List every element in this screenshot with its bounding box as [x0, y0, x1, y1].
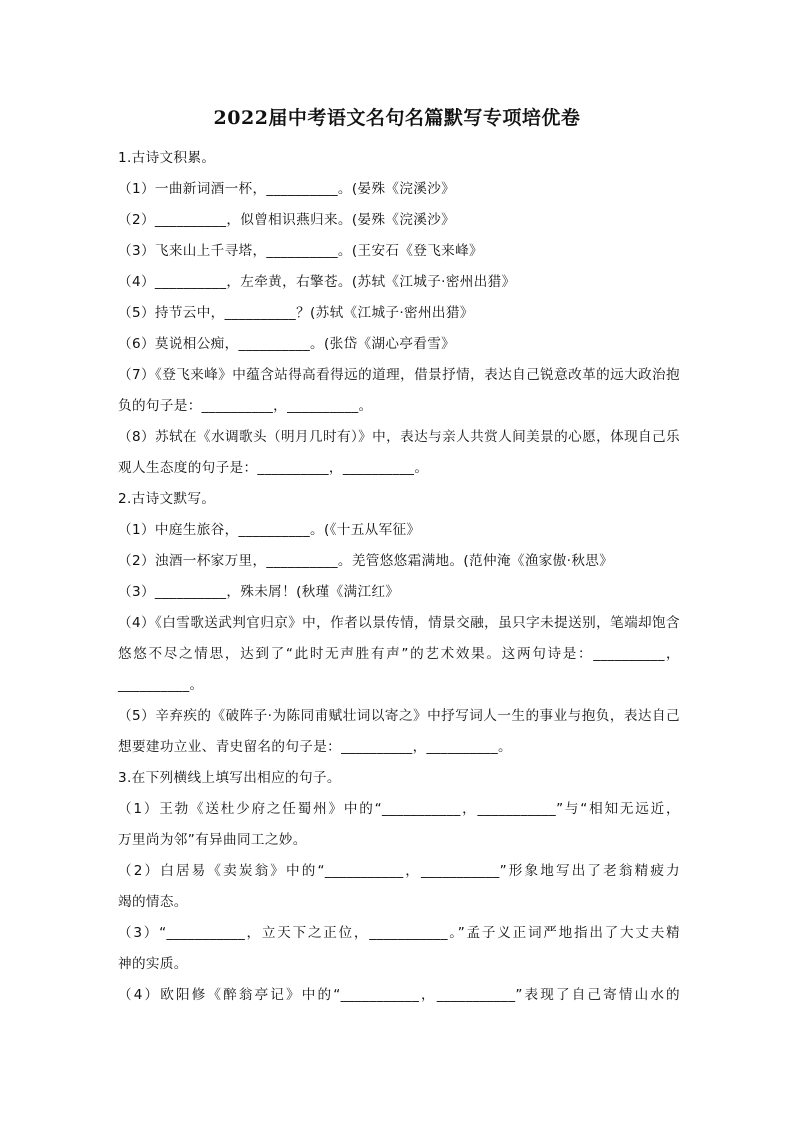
question-line: （3）__________，殊未屑！(秋瑾《满江红》 — [118, 584, 400, 600]
question-line: （8）苏轼在《水调歌头（明月几时有）》中，表达与亲人共赏人间美景的心愿，体现自己乐 — [118, 429, 680, 445]
section-heading: 3.在下列横线上填写出相应的句子。 — [118, 770, 341, 786]
question-line: 竭的情态。 — [118, 894, 188, 910]
question-line: __________。 — [118, 677, 204, 693]
question-line: （5）辛弃疾的《破阵子·为陈同甫赋壮词以寄之》中抒写词人一生的事业与抱负，表达自己 — [118, 708, 680, 724]
question-line: （3）“___________，立天下之正位，___________。”孟子义正词严地指出了大丈夫精 — [118, 925, 680, 941]
question-line: 悠悠不尽之情思，达到了“此时无声胜有声”的艺术效果。这两句诗是：__________， — [118, 646, 680, 662]
question-line: 观人生态度的句子是：__________，__________。 — [118, 460, 429, 476]
section-heading: 1.古诗文积累。 — [118, 150, 216, 166]
question-line: （1）中庭生旅谷，__________。(《十五从军征》 — [118, 522, 421, 538]
question-line: （1）王勃《送杜少府之任蜀州》中的“___________，___________”与“相知无远近， — [118, 801, 680, 817]
question-line: （7）《登飞来峰》中蕴含站得高看得远的道理，借景抒情，表达自己锐意改革的远大政治抱 — [118, 367, 680, 383]
question-line: 负的句子是：__________，__________。 — [118, 398, 373, 414]
question-line: 万里尚为邻”有异曲同工之妙。 — [118, 832, 307, 848]
page-title: 2022届中考语文名句名篇默写专项培优卷 — [213, 107, 581, 129]
question-line: （3）飞来山上千寻塔，__________。(王安石《登飞来峰》 — [118, 243, 483, 259]
question-line: （2）__________，似曾相识燕归来。(晏殊《浣溪沙》 — [118, 212, 456, 228]
question-line: （4）__________，左牵黄，右擎苍。(苏轼《江城子·密州出猎》 — [118, 274, 516, 290]
question-line: （4）欧阳修《醉翁亭记》中的“___________，___________”表现了自己寄情山水的 — [118, 987, 680, 1003]
question-line: （6）莫说相公痴，__________。(张岱《湖心亭看雪》 — [118, 336, 456, 352]
question-line: 想要建功立业、青史留名的句子是：__________，__________。 — [118, 739, 512, 755]
question-line: （5）持节云中，__________？(苏轼《江城子·密州出猎》 — [118, 305, 474, 321]
exam-content — [118, 143, 680, 1011]
question-line: （2）浊酒一杯家万里，__________。羌管悠悠霜满地。(范仲淹《渔家傲·秋思》 — [118, 553, 614, 569]
question-line: （4）《白雪歌送武判官归京》中，作者以景传情，情景交融，虽只字未提送别，笔端却饱含 — [118, 615, 680, 631]
question-line: 神的实质。 — [118, 956, 188, 972]
question-line: （2）白居易《卖炭翁》中的“___________，___________”形象地写出了老翁精疲力 — [118, 863, 680, 879]
question-line: （1）一曲新词酒一杯，__________。(晏殊《浣溪沙》 — [118, 181, 456, 197]
section-heading: 2.古诗文默写。 — [118, 491, 216, 507]
